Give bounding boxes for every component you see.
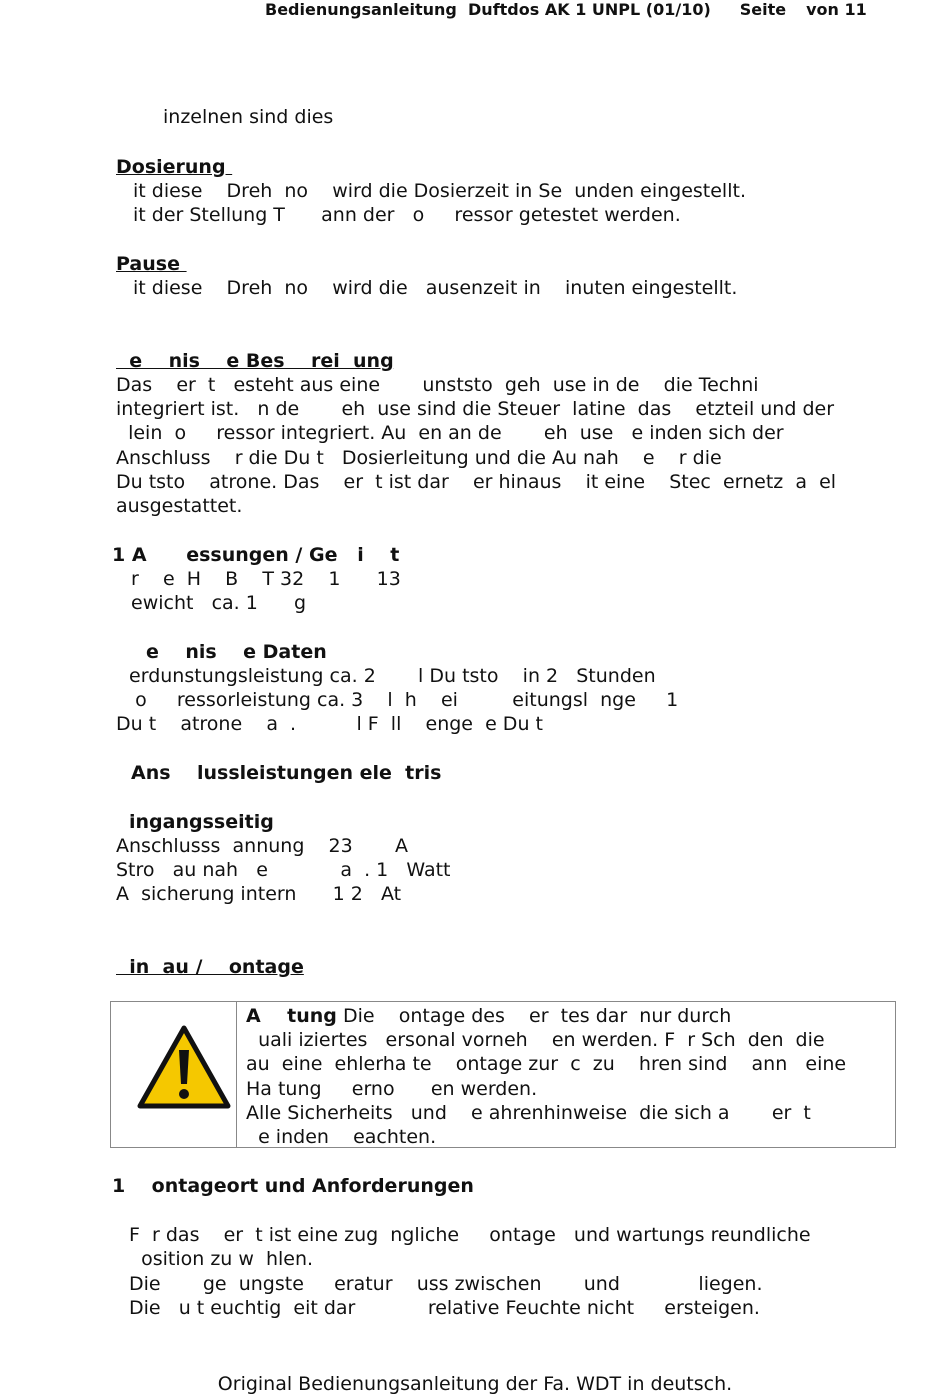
technik-line: Du tsto atrone. Das er t ist dar er hinaus it eine Stec ernetz a el xyxy=(116,471,837,493)
technik-line: integriert ist. n de eh use sind die Steuer latine das etzteil und der xyxy=(116,398,835,420)
warning-box xyxy=(110,1001,896,1148)
montageort-line: Die ge ungste eratur uss zwischen und liegen. xyxy=(129,1273,763,1295)
page-header xyxy=(265,0,867,19)
montageort-line: Die u t euchtig eit dar relative Feuchte nicht ersteigen. xyxy=(129,1297,760,1319)
warning-line: Alle Sicherheits und e ahrenhinweise die sich a er t xyxy=(246,1102,811,1124)
warning-line: uali iziertes ersonal vorneh en werden. F r Sch den die xyxy=(246,1029,825,1051)
montageort-line: osition zu w hlen. xyxy=(129,1248,314,1270)
technik-line: Das er t esteht aus eine unststo geh use in de die Techni xyxy=(116,374,759,396)
warning-line-1: Die ontage des er tes dar nur durch xyxy=(336,1005,732,1027)
technik-line: ausgestattet. xyxy=(116,495,243,517)
montage-heading: in au / ontage xyxy=(116,956,304,978)
pause-heading: Pause xyxy=(116,253,187,275)
daten-line: o ressorleistung ca. 3 l h ei eitungsl nge 1 xyxy=(123,689,679,711)
page-label: Seite xyxy=(739,0,787,19)
daten-heading: e nis e Daten xyxy=(146,641,327,663)
anschluss-heading: Ans lussleistungen ele tris xyxy=(131,762,442,784)
abmessungen-heading: 1 A essungen / Ge i t xyxy=(112,544,400,566)
dosierung-line: it diese Dreh no wird die Dosierzeit in Se unden eingestellt. xyxy=(133,180,746,202)
document-title: Bedienungsanleitung Duftdos AK 1 UNPL (01/10) xyxy=(265,0,711,19)
intro-line: inzelnen sind dies xyxy=(163,106,334,128)
dosierung-line: it der Stellung T ann der o ressor getestet werden. xyxy=(133,204,681,226)
technik-line: lein o ressor integriert. Au en an de eh use e inden sich der xyxy=(116,422,784,444)
technik-heading: e nis e Bes rei ung xyxy=(116,350,394,372)
warning-lead: A tung xyxy=(246,1005,337,1027)
eingang-line: A sicherung intern 1 2 At xyxy=(116,883,402,905)
eingang-line: Anschlusss annung 23 A xyxy=(116,835,409,857)
daten-line: erdunstungsleistung ca. 2 l Du tsto in 2 Stunden xyxy=(123,665,656,687)
daten-line: Du t atrone a . l F ll enge e Du t xyxy=(116,713,543,735)
montageort-heading: 1 ontageort und Anforderungen xyxy=(112,1175,474,1197)
pause-line: it diese Dreh no wird die ausenzeit in inuten eingestellt. xyxy=(133,277,738,299)
warning-line xyxy=(246,1004,731,1028)
dosierung-heading: Dosierung xyxy=(116,156,233,178)
eingang-line: Stro au nah e a . 1 Watt xyxy=(116,859,451,881)
abmessungen-line: ewicht ca. 1 g xyxy=(131,592,307,614)
warning-triangle-icon xyxy=(136,1024,232,1110)
eingang-heading: ingangsseitig xyxy=(129,811,274,833)
page-footer: Original Bedienungsanleitung der Fa. WDT in deutsch. xyxy=(217,1373,733,1395)
warning-line: Ha tung erno en werden. xyxy=(246,1078,538,1100)
warning-line: e inden eachten. xyxy=(246,1126,437,1148)
montageort-line: F r das er t ist eine zug ngliche ontage und wartungs reundliche xyxy=(129,1224,811,1246)
warning-line: au eine ehlerha te ontage zur c zu hren sind ann eine xyxy=(246,1053,847,1075)
warning-divider xyxy=(236,1002,237,1147)
warning-exclamation-dot xyxy=(179,1089,189,1099)
abmessungen-line: r e H B T 32 1 13 xyxy=(131,568,401,590)
technik-line: Anschluss r die Du t Dosierleitung und die Au nah e r die xyxy=(116,447,722,469)
page-count: von 11 xyxy=(806,0,867,19)
